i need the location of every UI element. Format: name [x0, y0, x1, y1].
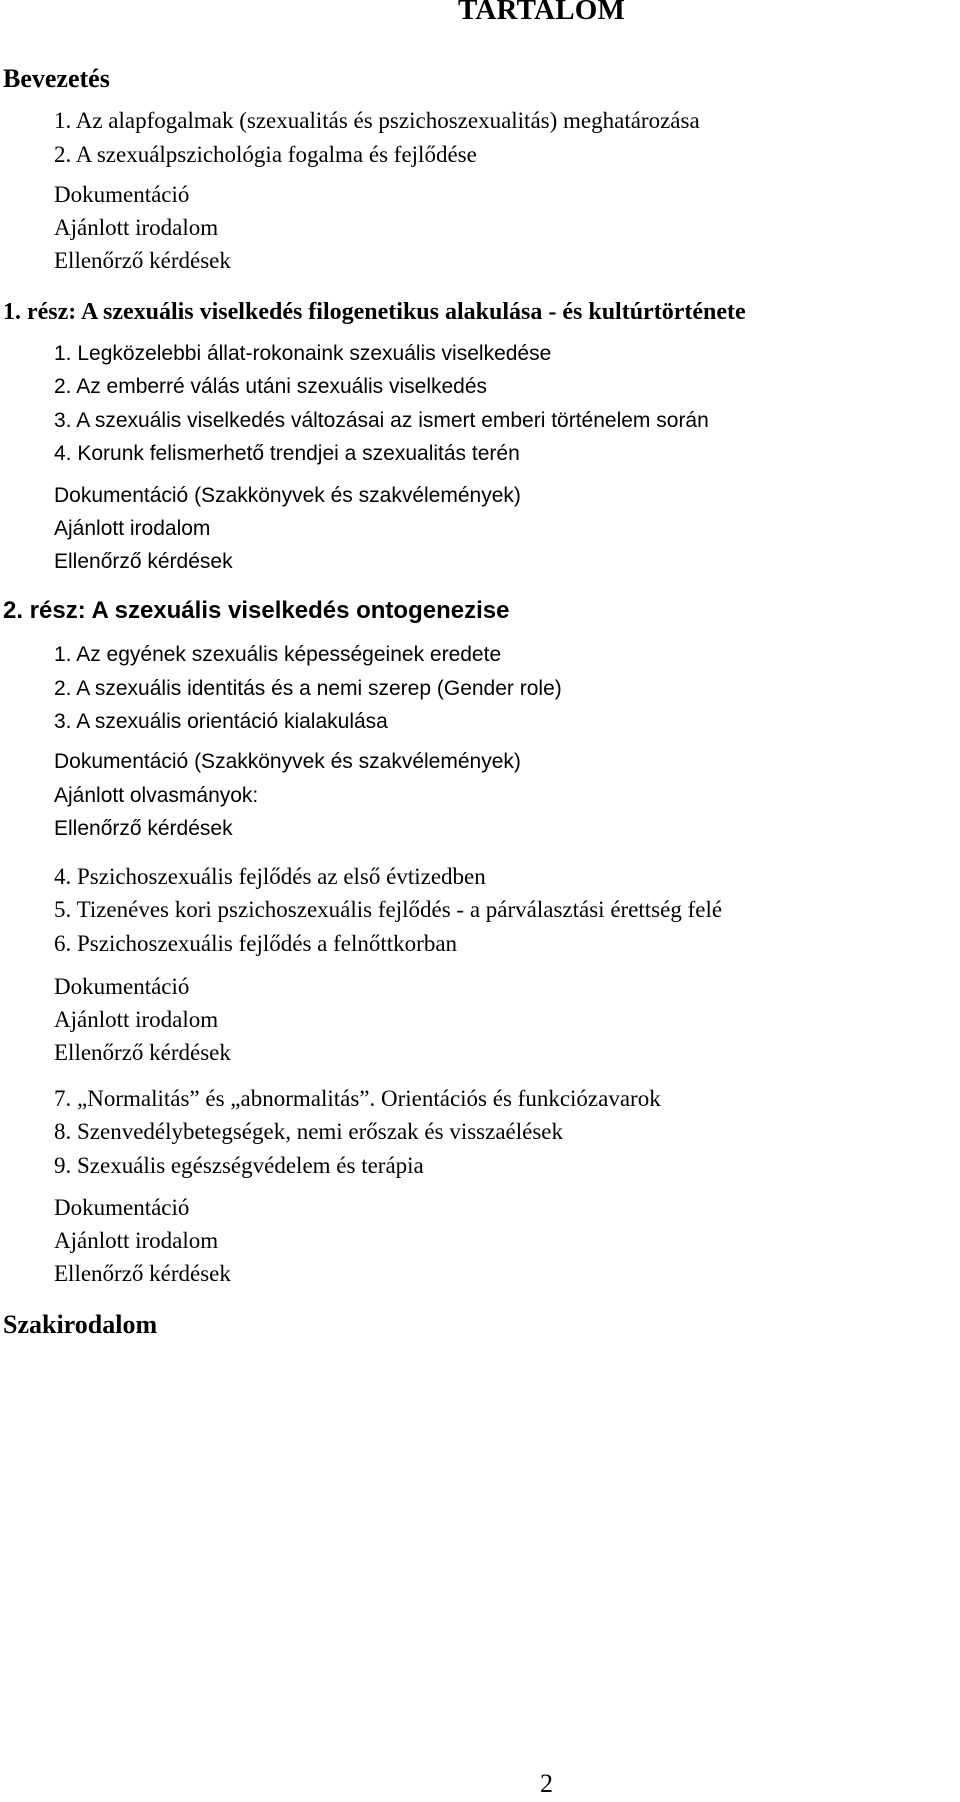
- toc-item: 8. Szenvedélybetegségek, nemi erőszak és visszaélések: [54, 1119, 563, 1144]
- toc-item: Dokumentáció (Szakkönyvek és szakvélemények): [54, 484, 521, 507]
- toc-item: 1. Az alapfogalmak (szexualitás és pszichoszexualitás) meghatározása: [54, 108, 700, 133]
- toc-item: Ellenőrző kérdések: [54, 1261, 231, 1286]
- toc-item: 1. Legközelebbi állat-rokonaink szexuális viselkedése: [54, 342, 552, 365]
- toc-item: Ajánlott irodalom: [54, 517, 211, 540]
- toc-item: Dokumentáció: [54, 182, 190, 207]
- toc-item: 4. Korunk felismerhető trendjei a szexualitás terén: [54, 442, 520, 465]
- toc-item: 2. A szexuális identitás és a nemi szerep (Gender role): [54, 677, 562, 700]
- toc-item: 7. „Normalitás” és „abnormalitás”. Orientációs és funkciózavarok: [54, 1086, 661, 1111]
- toc-item: Ellenőrző kérdések: [54, 817, 233, 840]
- toc-item: 3. A szexuális viselkedés változásai az ismert emberi történelem során: [54, 409, 709, 432]
- toc-item: 9. Szexuális egészségvédelem és terápia: [54, 1153, 424, 1178]
- section-heading-references: Szakirodalom: [3, 1310, 158, 1339]
- toc-item: Dokumentáció: [54, 974, 190, 999]
- toc-item: Ellenőrző kérdések: [54, 248, 231, 273]
- toc-item: Dokumentáció (Szakkönyvek és szakvélemények): [54, 750, 521, 773]
- toc-item: Ajánlott irodalom: [54, 1007, 219, 1032]
- section-heading-intro: Bevezetés: [3, 64, 110, 93]
- toc-item: Ajánlott olvasmányok:: [54, 784, 259, 807]
- toc-item: 5. Tizenéves kori pszichoszexuális fejlődés - a párválasztási érettség felé: [54, 897, 723, 922]
- toc-item: Ajánlott irodalom: [54, 1228, 219, 1253]
- page-title: TARTALOM: [458, 0, 626, 26]
- toc-item: 2. Az emberré válás utáni szexuális viselkedés: [54, 375, 488, 398]
- section-heading-part1: 1. rész: A szexuális viselkedés filogenetikus alakulása - és kultúrtörténete: [3, 299, 746, 325]
- toc-item: 6. Pszichoszexuális fejlődés a felnőttkorban: [54, 931, 458, 956]
- toc-item: Ajánlott irodalom: [54, 215, 219, 240]
- toc-item: 4. Pszichoszexuális fejlődés az első évtizedben: [54, 864, 486, 889]
- toc-item: 1. Az egyének szexuális képességeinek eredete: [54, 643, 502, 666]
- toc-item: Ellenőrző kérdések: [54, 550, 233, 573]
- toc-item: 3. A szexuális orientáció kialakulása: [54, 710, 388, 733]
- section-heading-part2: 2. rész: A szexuális viselkedés ontogenezise: [3, 597, 510, 624]
- page-number: 2: [540, 1769, 553, 1798]
- toc-item: Ellenőrző kérdések: [54, 1040, 231, 1065]
- toc-item: Dokumentáció: [54, 1195, 190, 1220]
- toc-item: 2. A szexuálpszichológia fogalma és fejlődése: [54, 142, 477, 167]
